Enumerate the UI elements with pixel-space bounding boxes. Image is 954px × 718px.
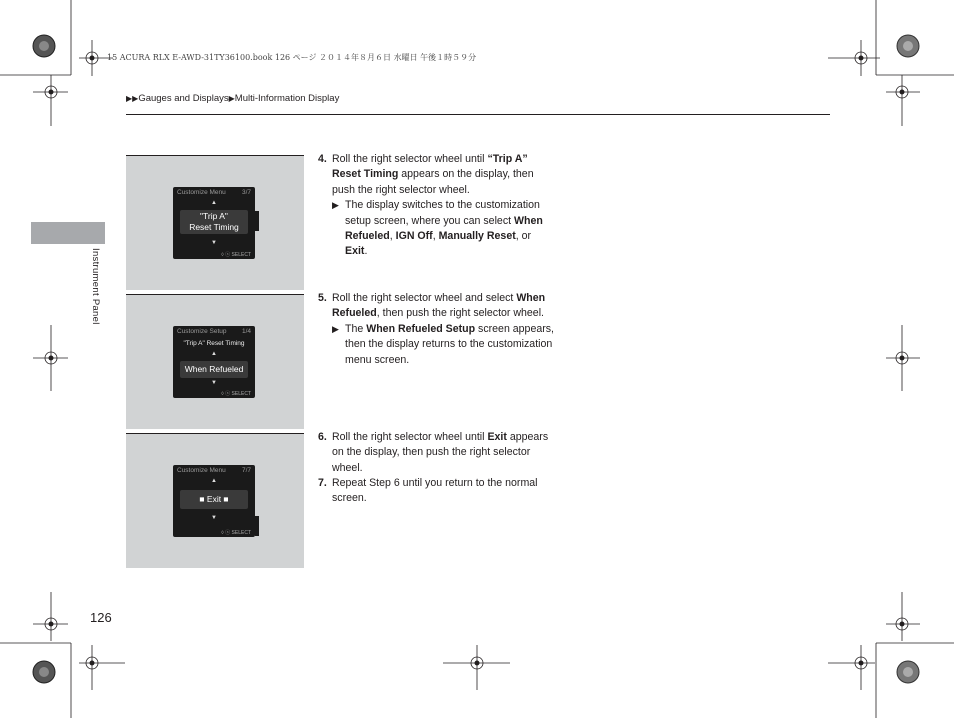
screen-header-left: Customize Menu: [177, 189, 226, 196]
emphasis-term: When Refueled: [345, 214, 543, 243]
display-screen-1: [173, 187, 255, 259]
breadcrumb: [126, 93, 339, 104]
text-run: Roll the right selector wheel until: [332, 431, 488, 443]
screen-header-left: Customize Menu: [177, 467, 226, 474]
emphasis-term: IGN Off: [395, 230, 433, 243]
text-run: .: [364, 245, 368, 258]
step-text: [332, 476, 556, 507]
result-arrow-icon: ▶: [332, 200, 339, 211]
header-divider: [126, 114, 830, 115]
result-text: [345, 322, 556, 368]
text-run: screen appears, then the display returns to the customization menu screen.: [345, 322, 555, 366]
step-number: 6.: [318, 431, 327, 443]
result-arrow-icon: ▶: [332, 323, 339, 334]
step-5: [318, 291, 556, 368]
emphasis-term: Exit: [487, 431, 507, 443]
step-result: [332, 198, 556, 260]
up-arrow-icon: ▲: [211, 478, 217, 484]
screen-title: "Trip A" Reset Timing: [183, 340, 245, 347]
select-hint: ◊ ⓢ SELECT: [221, 252, 251, 258]
emphasis-term: When Refueled: [332, 292, 546, 320]
emphasis-term: Manually Reset: [438, 230, 516, 243]
step-result: [332, 322, 556, 368]
selected-item: [180, 210, 248, 234]
select-hint: ◊ ⓢ SELECT: [221, 530, 251, 536]
text-run: The display switches to the customization setup screen, where you can select: [345, 199, 540, 227]
up-arrow-icon: ▲: [211, 351, 217, 357]
screen-header-right: 3/7: [241, 189, 251, 196]
breadcrumb-subsection-link[interactable]: Multi-Information Display: [234, 93, 340, 104]
selected-item-line1: "Trip A": [200, 211, 228, 221]
select-hint: ◊ ⓢ SELECT: [221, 391, 251, 397]
down-arrow-icon: ▼: [211, 240, 217, 246]
step-number: 4.: [318, 153, 327, 165]
step-7: [318, 476, 556, 507]
text-run: ,: [389, 230, 396, 243]
print-header: 15 ACURA RLX E-AWD-31TY36100.book 126 ページ ２０１４年８月６日 水曜日 午後１時５９分: [107, 53, 477, 62]
text-run: appears on the display, then push the right selector wheel.: [332, 168, 534, 196]
text-run: ,: [432, 230, 439, 243]
text-run: Roll the right selector wheel and select: [332, 292, 517, 304]
screen-edge: [255, 211, 259, 231]
selected-item: When Refueled: [180, 361, 248, 378]
screen-illustration-1: [126, 155, 304, 290]
down-arrow-icon: ▼: [211, 515, 217, 521]
step-text: [332, 291, 556, 322]
display-screen-2: [173, 326, 255, 398]
breadcrumb-marker-icon: ▶▶: [126, 94, 139, 103]
step-text: [332, 430, 556, 476]
text-run: Repeat Step 6 until you return to the normal screen.: [332, 477, 538, 505]
screen-edge: [255, 516, 259, 536]
selected-item-line2: Reset Timing: [189, 222, 239, 232]
breadcrumb-section-link[interactable]: Gauges and Displays: [138, 93, 229, 104]
display-screen-3: [173, 465, 255, 537]
screen-illustration-2: [126, 294, 304, 429]
text-run: appears on the display, then push the right selector wheel.: [332, 431, 549, 474]
step-text: [332, 152, 556, 198]
emphasis-term: “Trip A” Reset Timing: [332, 153, 528, 181]
step-number: 5.: [318, 292, 327, 304]
emphasis-term: Exit: [345, 245, 365, 258]
screen-illustration-3: [126, 433, 304, 568]
screen-header-right: 1/4: [241, 328, 251, 335]
step-number: 7.: [318, 477, 327, 489]
down-arrow-icon: ▼: [211, 380, 217, 386]
chapter-tab-label: Instrument Panel: [90, 248, 101, 325]
step-4: [318, 152, 556, 260]
page-number: 126: [90, 610, 112, 625]
up-arrow-icon: ▲: [211, 200, 217, 206]
breadcrumb-separator-icon: ▶: [228, 94, 235, 103]
step-6: [318, 430, 556, 476]
selected-item: ■ Exit ■: [180, 490, 248, 509]
chapter-tab[interactable]: [31, 222, 105, 244]
text-run: , then push the right selector wheel.: [376, 307, 544, 320]
text-run: , or: [515, 230, 532, 243]
text-run: Roll the right selector wheel until: [332, 153, 488, 165]
screen-header-right: 7/7: [241, 467, 251, 474]
text-run: The: [345, 322, 367, 335]
emphasis-term: When Refueled Setup: [366, 322, 476, 335]
result-text: [345, 198, 556, 260]
screen-header-left: Customize Setup: [177, 328, 227, 335]
